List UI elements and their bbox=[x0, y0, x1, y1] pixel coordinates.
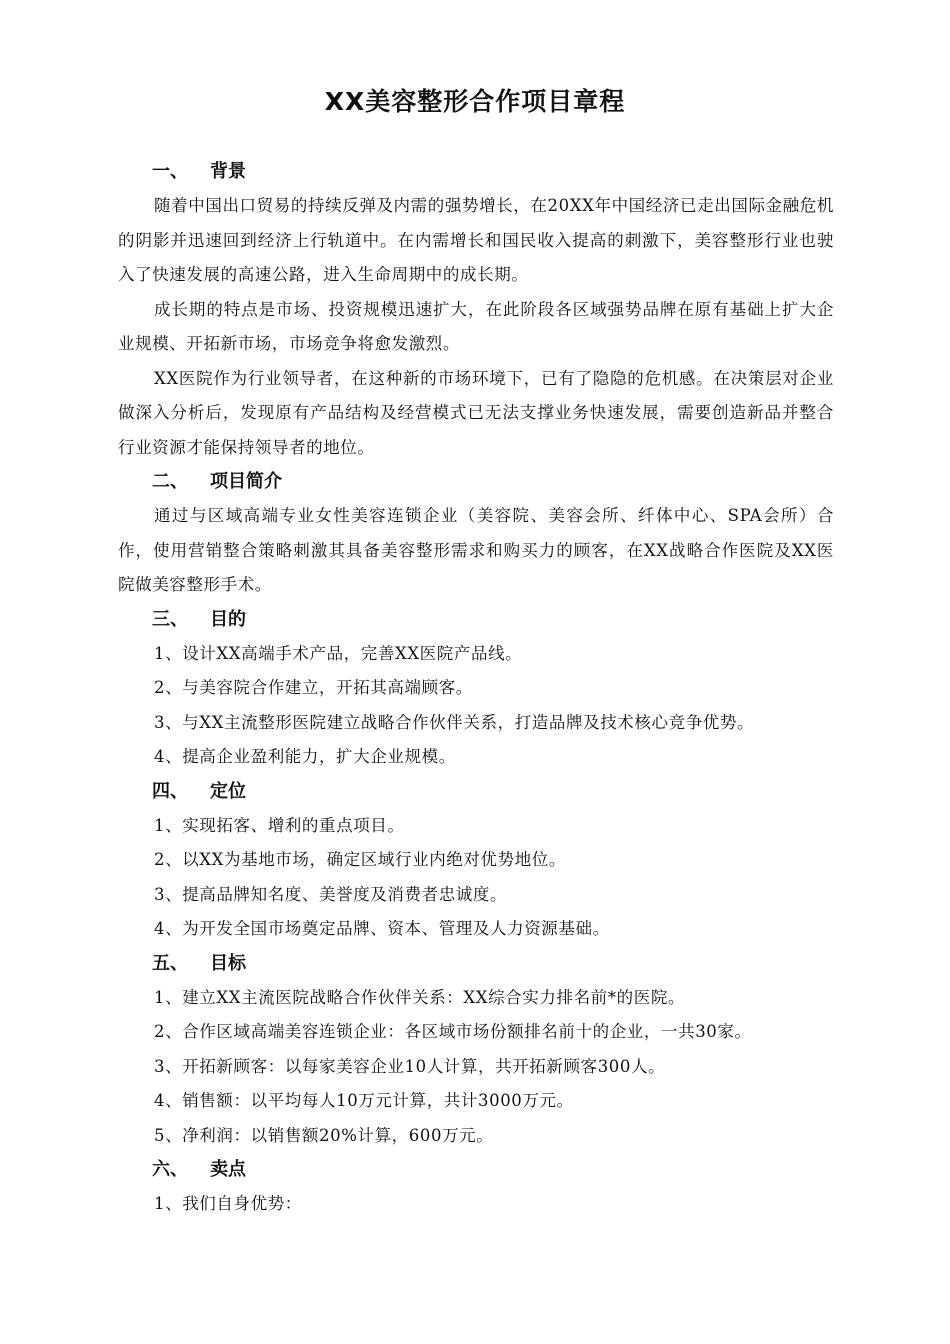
document-body bbox=[118, 155, 834, 1222]
list-item: 5、净利润：以销售额20%计算，600万元。 bbox=[154, 1125, 494, 1145]
list-item: 3、与XX主流整形医院建立战略合作伙伴关系，打造品牌及技术核心竞争优势。 bbox=[154, 712, 755, 732]
paragraph: 通过与区域高端专业女性美容连锁企业（美容院、美容会所、纤体中心、SPA会所）合作，使用营销整合策略刺激其具备美容整形需求和购买力的顾客，在XX战略合作医院及XX医院做美容整形手术。 bbox=[118, 506, 834, 594]
list-item: 1、实现拓客、增利的重点项目。 bbox=[154, 815, 405, 835]
section-heading-selling-points bbox=[118, 1153, 834, 1187]
list-item: 4、销售额：以平均每人10万元计算，共计3000万元。 bbox=[154, 1091, 574, 1110]
section-number: 三、 bbox=[152, 608, 188, 630]
section-heading-positioning bbox=[118, 775, 834, 809]
list-item: 1、设计XX高端手术产品，完善XX医院产品线。 bbox=[154, 643, 523, 663]
list-item: 1、我们自身优势： bbox=[154, 1194, 302, 1213]
section-number: 六、 bbox=[152, 1159, 188, 1180]
section-title: 项目简介 bbox=[210, 471, 282, 492]
section-heading-goals bbox=[118, 947, 834, 981]
section-title: 背景 bbox=[210, 161, 246, 182]
list-item: 2、合作区域高端美容连锁企业：各区域市场份额排名前十的企业，一共30家。 bbox=[154, 1022, 752, 1041]
list-item: 1、建立XX主流医院战略合作伙伴关系：XX综合实力排名前*的医院。 bbox=[154, 987, 686, 1007]
list-item: 4、提高企业盈利能力，扩大企业规模。 bbox=[154, 747, 456, 766]
section-heading-background bbox=[118, 155, 834, 189]
list-item: 2、与美容院合作建立，开拓其高端顾客。 bbox=[154, 678, 473, 697]
section-heading-purpose bbox=[118, 603, 834, 637]
section-title: 卖点 bbox=[210, 1159, 246, 1180]
section-title: 目标 bbox=[210, 952, 246, 974]
list-item: 2、以XX为基地市场，确定区域行业内绝对优势地位。 bbox=[154, 850, 566, 869]
list-item: 4、为开发全国市场奠定品牌、资本、管理及人力资源基础。 bbox=[154, 919, 610, 938]
section-number: 一、 bbox=[152, 161, 188, 182]
section-title: 目的 bbox=[210, 608, 246, 630]
section-number: 四、 bbox=[152, 780, 188, 802]
list-item: 3、开拓新顾客：以每家美容企业10人计算，共开拓新顾客300人。 bbox=[154, 1056, 666, 1076]
paragraph: 随着中国出口贸易的持续反弹及内需的强势增长，在20XX年中国经济已走出国际金融危机的阴影并迅速回到经济上行轨道中。在内需增长和国民收入提高的刺激下，美容整形行业也驶入了快速发展的高速公路，进入生命周期中的成长期。 bbox=[118, 196, 834, 284]
section-heading-project-intro bbox=[118, 465, 834, 499]
section-title: 定位 bbox=[210, 780, 246, 802]
section-number: 二、 bbox=[152, 471, 188, 492]
document-title: XX美容整形合作项目章程 bbox=[324, 87, 626, 116]
paragraph: 成长期的特点是市场、投资规模迅速扩大，在此阶段各区域强势品牌在原有基础上扩大企业规模、开拓新市场，市场竞争将愈发激烈。 bbox=[118, 299, 834, 353]
list-item: 3、提高品牌知名度、美誉度及消费者忠诚度。 bbox=[154, 884, 508, 904]
paragraph: XX医院作为行业领导者，在这种新的市场环境下，已有了隐隐的危机感。在决策层对企业做深入分析后，发现原有产品结构及经营模式已无法支撑业务快速发展，需要创造新品并整合行业资源才能保持领导者的地位。 bbox=[118, 368, 834, 457]
section-number: 五、 bbox=[152, 952, 188, 974]
